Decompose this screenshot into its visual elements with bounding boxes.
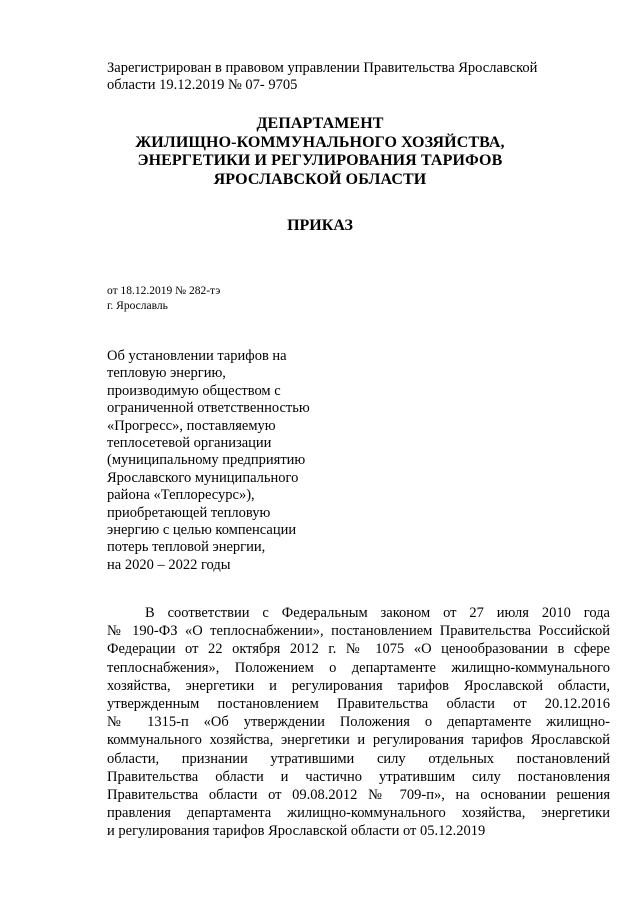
department-line: ЖИЛИЩНО-КОММУНАЛЬНОГО ХОЗЯЙСТВА,	[135, 133, 505, 151]
department-line: ЭНЕРГЕТИКИ И РЕГУЛИРОВАНИЯ ТАРИФОВ	[137, 152, 503, 169]
order-city: г. Ярославль	[107, 300, 168, 312]
order-body-paragraph	[107, 604, 610, 840]
order-subject	[107, 348, 347, 574]
body-line: № 190-ФЗ «О теплоснабжении», постановлением Правительства Российской	[107, 623, 610, 640]
body-line: хозяйства, энергетики и регулирования тарифов Ярославской области,	[107, 677, 610, 694]
body-line: области, признании утратившими силу отдельных постановлений	[107, 750, 610, 767]
subject-line: тепловую энергию,	[107, 365, 226, 382]
subject-line: «Прогресс», поставляемую	[107, 417, 276, 434]
body-line: № 1315-п «Об утверждении Положения о департаменте жилищно-	[107, 714, 610, 731]
body-line: правления департамента жилищно-коммунального хозяйства, энергетики	[107, 805, 610, 822]
department-header	[60, 115, 580, 189]
order-title: ПРИКАЗ	[287, 217, 353, 234]
subject-line: энергию с целью компенсации	[107, 522, 297, 539]
body-line: В соответствии с Федеральным законом от 27 июля 2010 года	[145, 605, 610, 621]
subject-line: теплосетевой организации	[107, 435, 272, 452]
subject-line: на 2020 – 2022 годы	[107, 556, 231, 573]
subject-line: приобретающей тепловую	[107, 504, 271, 521]
subject-line: потерь тепловой энергии,	[107, 539, 266, 556]
body-line: коммунального хозяйства, энергетики и регулирования тарифов Ярославской	[107, 732, 610, 749]
registration-note	[107, 60, 567, 94]
subject-line: Ярославского муниципального	[107, 469, 299, 486]
body-line: утвержденным постановлением Правительства области от 20.12.2016	[107, 695, 610, 712]
subject-line: (муниципальному предприятию	[107, 452, 306, 469]
body-line: теплоснабжения», Положением о департаменте жилищно-коммунального	[107, 659, 610, 676]
body-line: и регулирования тарифов Ярославской области от 05.12.2019	[107, 823, 486, 840]
registration-line: Зарегистрирован в правовом управлении Правительства Ярославской	[107, 60, 538, 76]
registration-line: области 19.12.2019 № 07- 9705	[107, 77, 298, 93]
subject-line: Об установлении тарифов на	[107, 348, 287, 364]
order-meta	[107, 284, 220, 314]
department-line: ЯРОСЛАВСКОЙ ОБЛАСТИ	[213, 170, 427, 188]
subject-line: производимую обществом с	[107, 382, 281, 399]
body-line: Правительства области и частично утратившим силу постановления	[107, 768, 610, 785]
order-date-number: от 18.12.2019 № 282-тэ	[107, 285, 221, 297]
subject-line: района «Теплоресурс»),	[107, 487, 255, 504]
body-line: Федерации от 22 октября 2012 г. № 1075 «О ценообразовании в сфере	[107, 641, 610, 658]
department-line: ДЕПАРТАМЕНТ	[256, 115, 384, 132]
body-line: Правительства области от 09.08.2012 № 709-п», на основании решения	[107, 786, 610, 803]
subject-line: ограниченной ответственностью	[107, 400, 310, 417]
